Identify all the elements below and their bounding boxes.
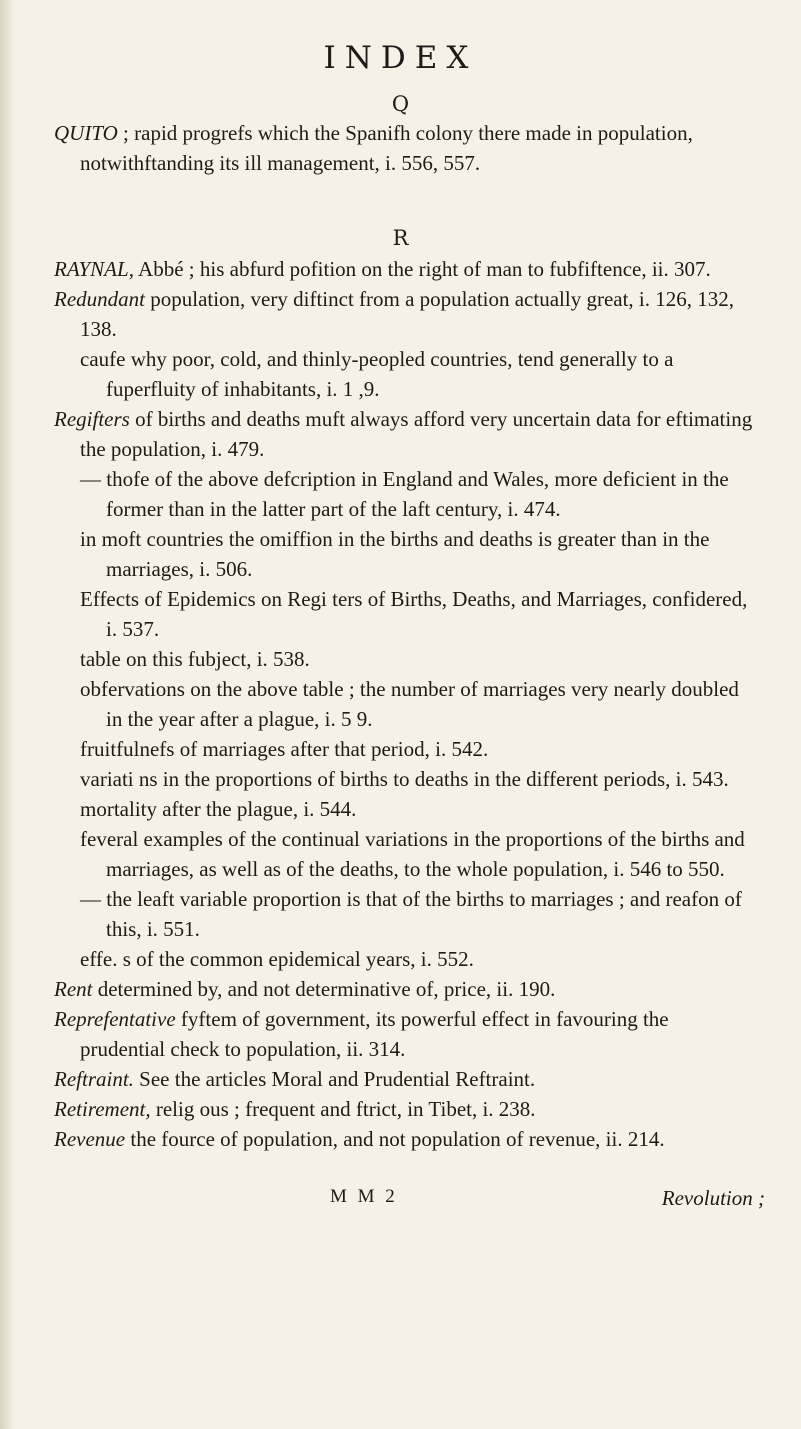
entry-text: relig ous ; frequent and ftrict, in Tibet, i. 238. — [150, 1097, 536, 1121]
index-entry — [54, 1064, 759, 1094]
index-entry — [54, 1004, 759, 1064]
entry-text: of births and deaths muft always afford very uncertain data for eftimating the population, i. 479. — [80, 407, 753, 461]
entry-text: See the articles Moral and Prudential Reftraint. — [133, 1067, 536, 1091]
entry-text: effe. s of the common epidemical years, i. 552. — [80, 947, 474, 971]
entry-text: Effects of Epidemics on Regi ters of Births, Deaths, and Marriages, confidered, i. 537. — [80, 587, 748, 641]
index-entry — [54, 974, 759, 1004]
index-entry — [54, 824, 759, 884]
entry-text: caufe why poor, cold, and thinly-peopled countries, tend generally to a fuperfluity of inhabitants, i. 1 ,9. — [80, 347, 674, 401]
signature-mark: M M 2 — [330, 1186, 398, 1207]
entry-text: variati ns in the proportions of births to deaths in the different periods, i. 543. — [80, 767, 729, 791]
entry-text: ; rapid progrefs which the Spanifh colony there made in population, notwithftanding its ill management, i. 556, 557. — [80, 121, 693, 175]
entry-headword: Retirement, — [54, 1097, 151, 1121]
entry-text: fyftem of government, its powerful effect in favouring the prudential check to population, ii. 314. — [80, 1007, 669, 1061]
entry-text: obfervations on the above table ; the number of marriages very nearly doubled in the year after a plague, i. 5 9. — [80, 677, 739, 731]
entry-headword: Reprefentative — [54, 1007, 176, 1031]
entry-text: table on this fubject, i. 538. — [80, 647, 310, 671]
entry-text: mortality after the plague, i. 544. — [80, 797, 357, 821]
index-entry — [54, 584, 759, 644]
entry-headword: Redundant — [54, 287, 145, 311]
entry-headword: Regifters — [54, 407, 130, 431]
index-entry — [54, 734, 759, 764]
section-letter-q: Q — [391, 92, 410, 116]
section-letter-r: R — [392, 226, 409, 250]
page-footer — [0, 1186, 801, 1216]
index-entry — [54, 404, 759, 464]
entry-text: feveral examples of the continual variations in the proportions of the births and marriages, as well as of the deaths, to the whole population, i. 546 to 550. — [80, 827, 745, 881]
entry-text: fruitfulnefs of marriages after that period, i. 542. — [80, 737, 489, 761]
entry-text: in moft countries the omiffion in the births and deaths is greater than in the marriages, i. 506. — [80, 527, 710, 581]
index-entry — [54, 344, 759, 404]
section-q-entries — [54, 118, 759, 178]
index-entry — [54, 674, 759, 734]
index-entry — [54, 944, 759, 974]
index-entry — [54, 524, 759, 584]
entry-headword: QUITO — [54, 121, 118, 145]
index-entry — [54, 1124, 759, 1154]
catchword: Revolution ; — [661, 1186, 765, 1210]
index-entry — [54, 118, 759, 178]
entry-headword: Rent — [54, 977, 93, 1001]
entry-text: determined by, and not determinative of, price, ii. 190. — [92, 977, 556, 1001]
page-title: INDEX — [323, 40, 478, 76]
entry-text: the fource of population, and not population of revenue, ii. 214. — [125, 1127, 665, 1151]
index-entry — [54, 794, 759, 824]
index-entry — [54, 884, 759, 944]
section-r-entries — [54, 254, 759, 1154]
index-entry — [54, 464, 759, 524]
index-entry — [54, 644, 759, 674]
index-entry — [54, 764, 759, 794]
index-entry — [54, 284, 759, 344]
entry-headword: Reftraint. — [54, 1067, 134, 1091]
entry-text: — thofe of the above defcription in England and Wales, more deficient in the former than in the latter part of the laft century, i. 474. — [80, 467, 729, 521]
entry-text: population, very diftinct from a population actually great, i. 126, 132, 138. — [80, 287, 735, 341]
entry-text: — the leaft variable proportion is that of the births to marriages ; and reafon of this, i. 551. — [80, 887, 742, 941]
entry-headword: Revenue — [54, 1127, 126, 1151]
entry-headword: RAYNAL, — [54, 257, 134, 281]
index-entry — [54, 1094, 759, 1124]
index-entry — [54, 254, 759, 284]
entry-text: Abbé ; his abfurd pofition on the right of man to fubfiftence, ii. 307. — [133, 257, 711, 281]
